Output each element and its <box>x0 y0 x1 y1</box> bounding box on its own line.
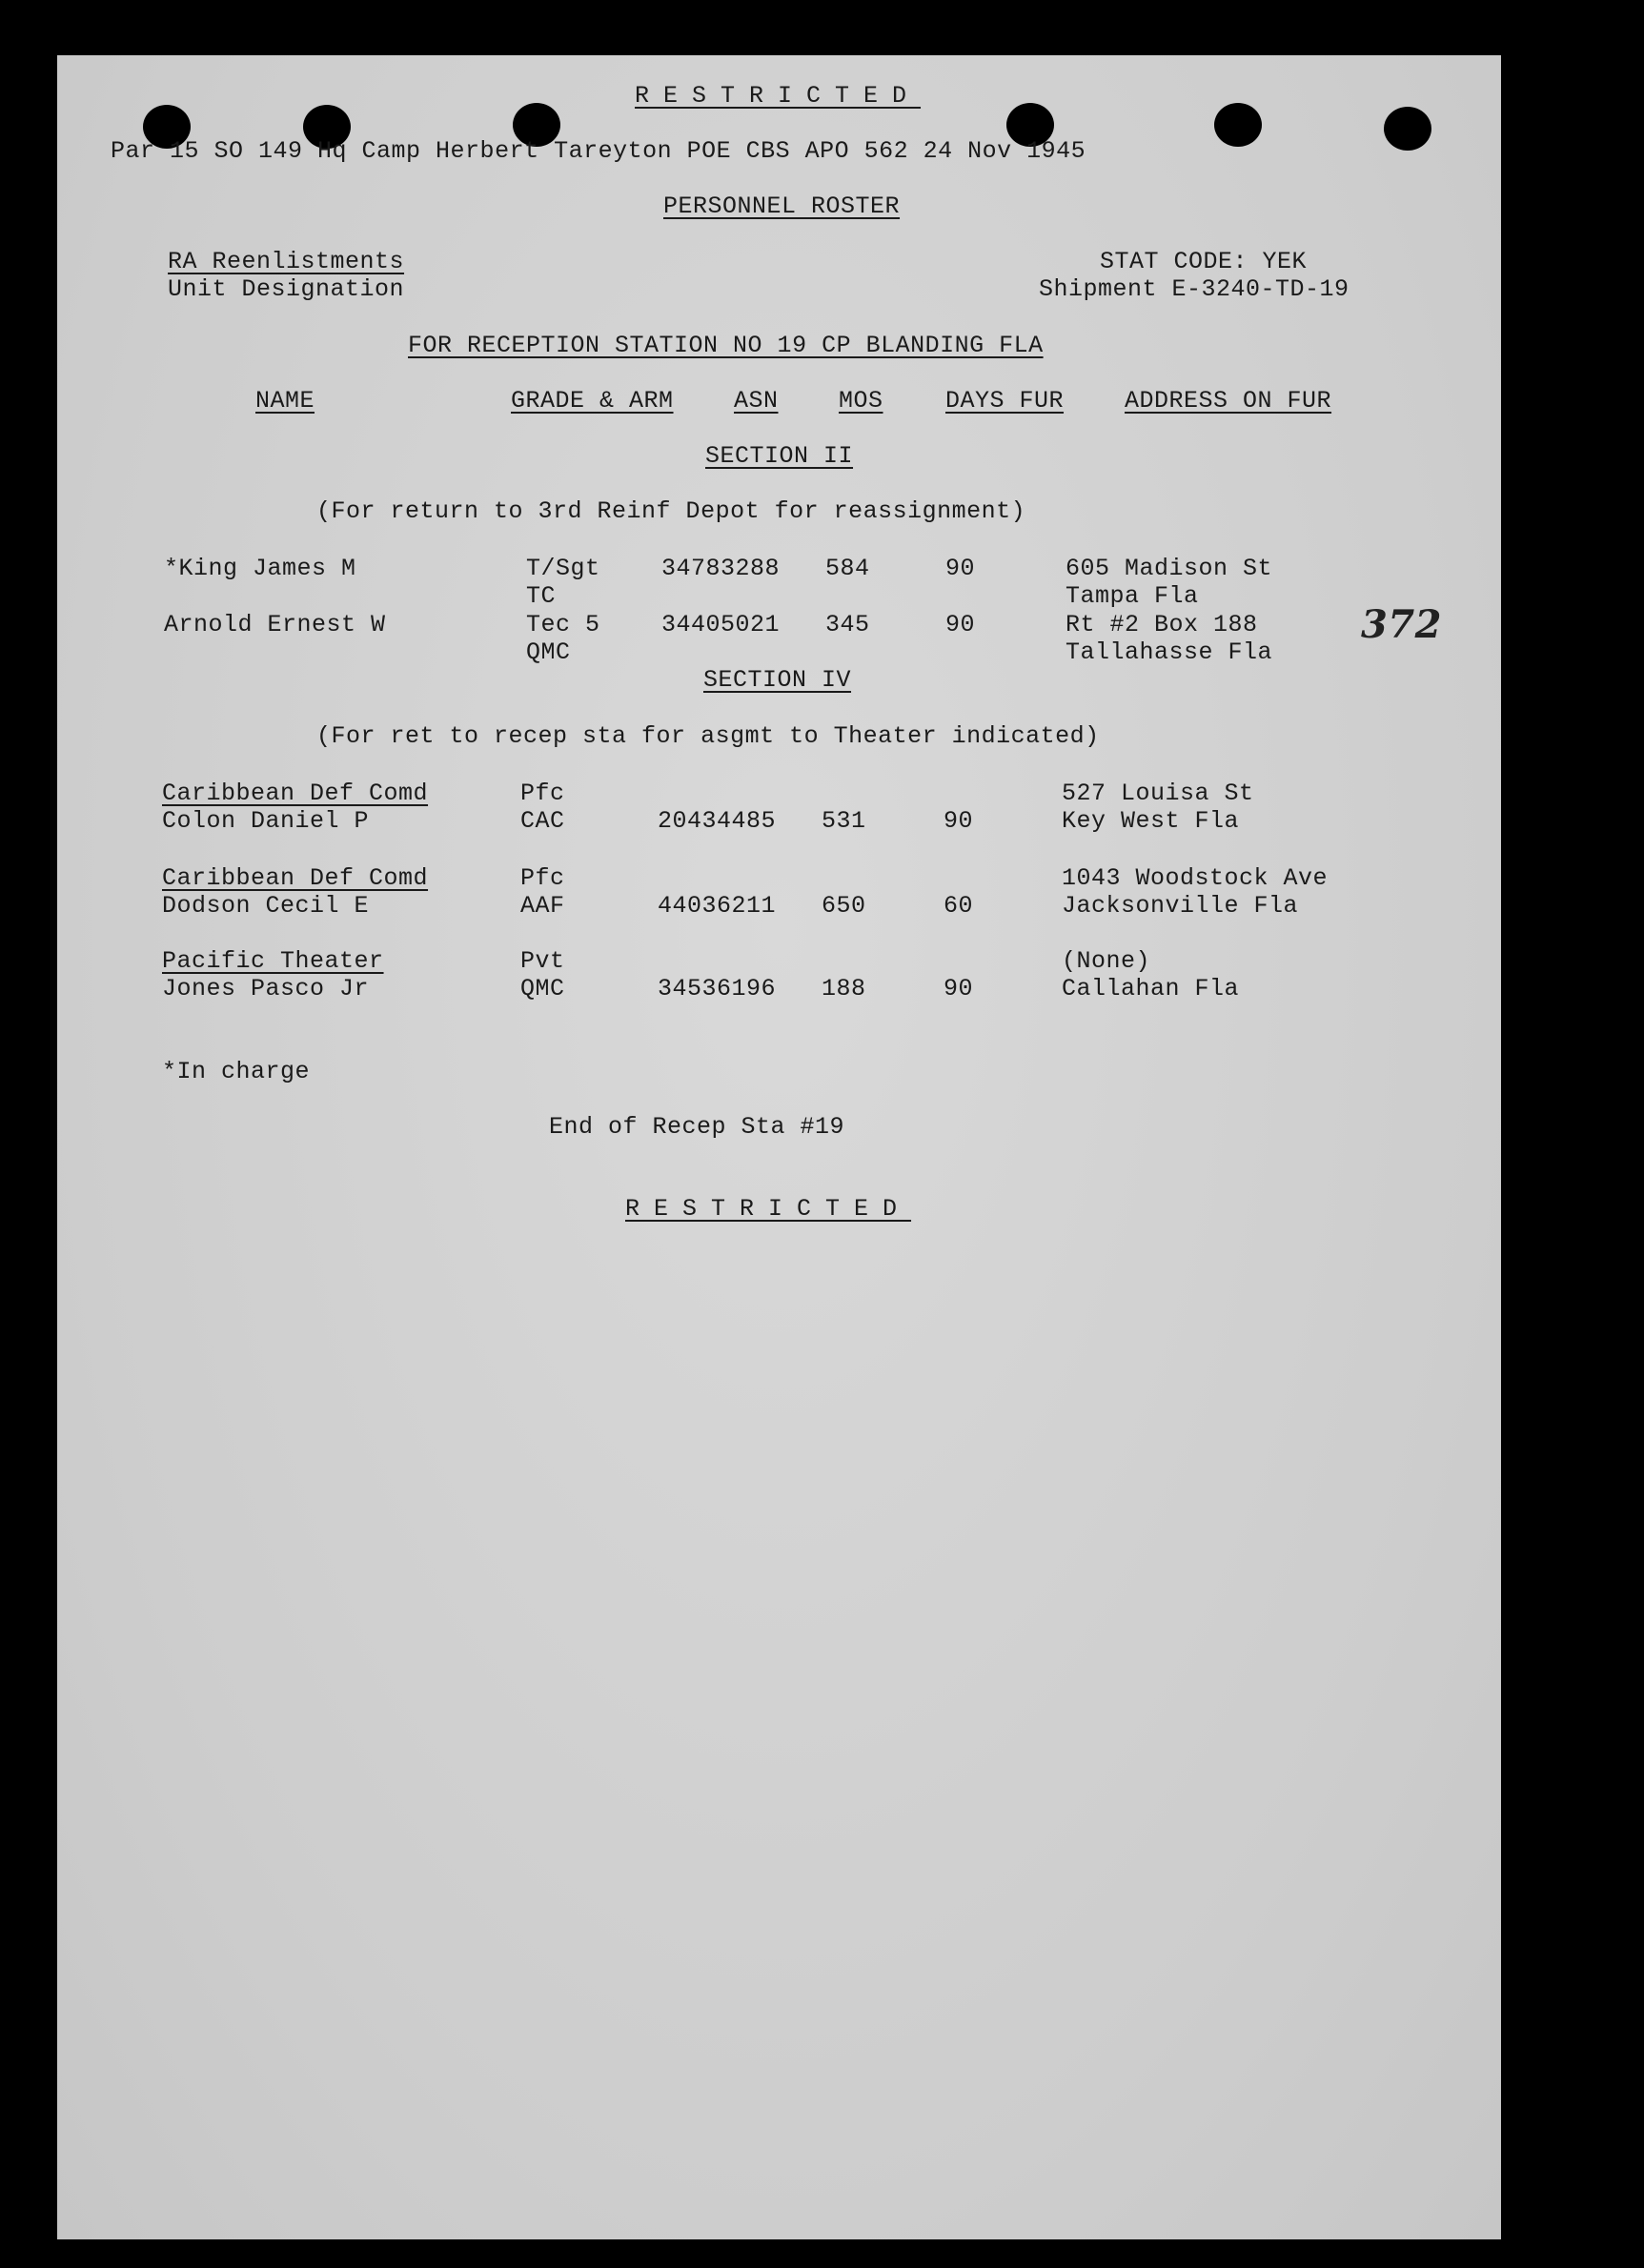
section-ii-title: SECTION II <box>705 442 854 470</box>
stat-code: STAT CODE: YEK <box>1100 248 1308 275</box>
row-address-1: 1043 Woodstock Ave <box>1062 864 1329 892</box>
col-mos: MOS <box>839 387 883 415</box>
row-name: Colon Daniel P <box>162 807 370 835</box>
row-name: Dodson Cecil E <box>162 892 370 920</box>
row-address-2: Tampa Fla <box>1066 582 1199 610</box>
row-days: 90 <box>945 611 976 638</box>
row-arm: QMC <box>526 638 571 666</box>
col-name: NAME <box>255 387 315 415</box>
row-name: *King James M <box>164 555 356 582</box>
row-grade: Pfc <box>520 780 565 807</box>
row-grade: Pfc <box>520 864 565 892</box>
row-address-2: Jacksonville Fla <box>1062 892 1299 920</box>
order-line: Par 15 SO 149 Hq Camp Herbert Tareyton POE CBS APO 562 24 Nov 1945 <box>111 137 1086 165</box>
unit-designation: Unit Designation <box>168 275 405 303</box>
section-iv-title: SECTION IV <box>703 666 852 694</box>
col-address: ADDRESS ON FUR <box>1125 387 1332 415</box>
row-days: 60 <box>944 892 974 920</box>
row-address-2: Tallahasse Fla <box>1066 638 1273 666</box>
row-arm: QMC <box>520 975 565 1002</box>
row-mos: 650 <box>822 892 866 920</box>
page-number: 372 <box>1361 602 1442 647</box>
row-address-1: Rt #2 Box 188 <box>1066 611 1258 638</box>
end-line: End of Recep Sta #19 <box>549 1113 845 1141</box>
row-grade: Tec 5 <box>526 611 600 638</box>
row-theater: Caribbean Def Comd <box>162 780 429 807</box>
row-name: Jones Pasco Jr <box>162 975 370 1002</box>
col-days-fur: DAYS FUR <box>945 387 1065 415</box>
ra-reenlistments: RA Reenlistments <box>168 248 405 275</box>
reception-station-line: FOR RECEPTION STATION NO 19 CP BLANDING FLA <box>408 332 1044 359</box>
row-grade: T/Sgt <box>526 555 600 582</box>
row-mos: 345 <box>825 611 870 638</box>
col-grade-arm: GRADE & ARM <box>511 387 674 415</box>
row-address-2: Key West Fla <box>1062 807 1240 835</box>
row-grade: Pvt <box>520 947 565 975</box>
row-arm: CAC <box>520 807 565 835</box>
restricted-top: RESTRICTED <box>635 82 922 110</box>
section-ii-note: (For return to 3rd Reinf Depot for reassignment) <box>316 497 1026 525</box>
row-asn: 34405021 <box>661 611 781 638</box>
row-theater: Caribbean Def Comd <box>162 864 429 892</box>
punch-hole <box>1214 103 1262 147</box>
col-asn: ASN <box>734 387 779 415</box>
document-page <box>57 55 1501 2239</box>
row-address-1: (None) <box>1062 947 1151 975</box>
row-address-1: 527 Louisa St <box>1062 780 1254 807</box>
row-asn: 34536196 <box>658 975 777 1002</box>
row-address-2: Callahan Fla <box>1062 975 1240 1002</box>
punch-hole <box>1384 107 1431 151</box>
row-asn: 20434485 <box>658 807 777 835</box>
row-address-1: 605 Madison St <box>1066 555 1273 582</box>
row-name: Arnold Ernest W <box>164 611 386 638</box>
row-theater: Pacific Theater <box>162 947 384 975</box>
row-asn: 44036211 <box>658 892 777 920</box>
row-days: 90 <box>944 975 974 1002</box>
page-title: PERSONNEL ROSTER <box>663 192 901 220</box>
row-days: 90 <box>944 807 974 835</box>
restricted-bottom: RESTRICTED <box>625 1195 912 1223</box>
row-arm: TC <box>526 582 557 610</box>
section-iv-note: (For ret to recep sta for asgmt to Theater indicated) <box>316 722 1100 750</box>
in-charge-note: *In charge <box>162 1058 311 1085</box>
row-arm: AAF <box>520 892 565 920</box>
row-mos: 584 <box>825 555 870 582</box>
row-asn: 34783288 <box>661 555 781 582</box>
row-mos: 531 <box>822 807 866 835</box>
shipment-number: Shipment E-3240-TD-19 <box>1039 275 1350 303</box>
row-days: 90 <box>945 555 976 582</box>
row-mos: 188 <box>822 975 866 1002</box>
